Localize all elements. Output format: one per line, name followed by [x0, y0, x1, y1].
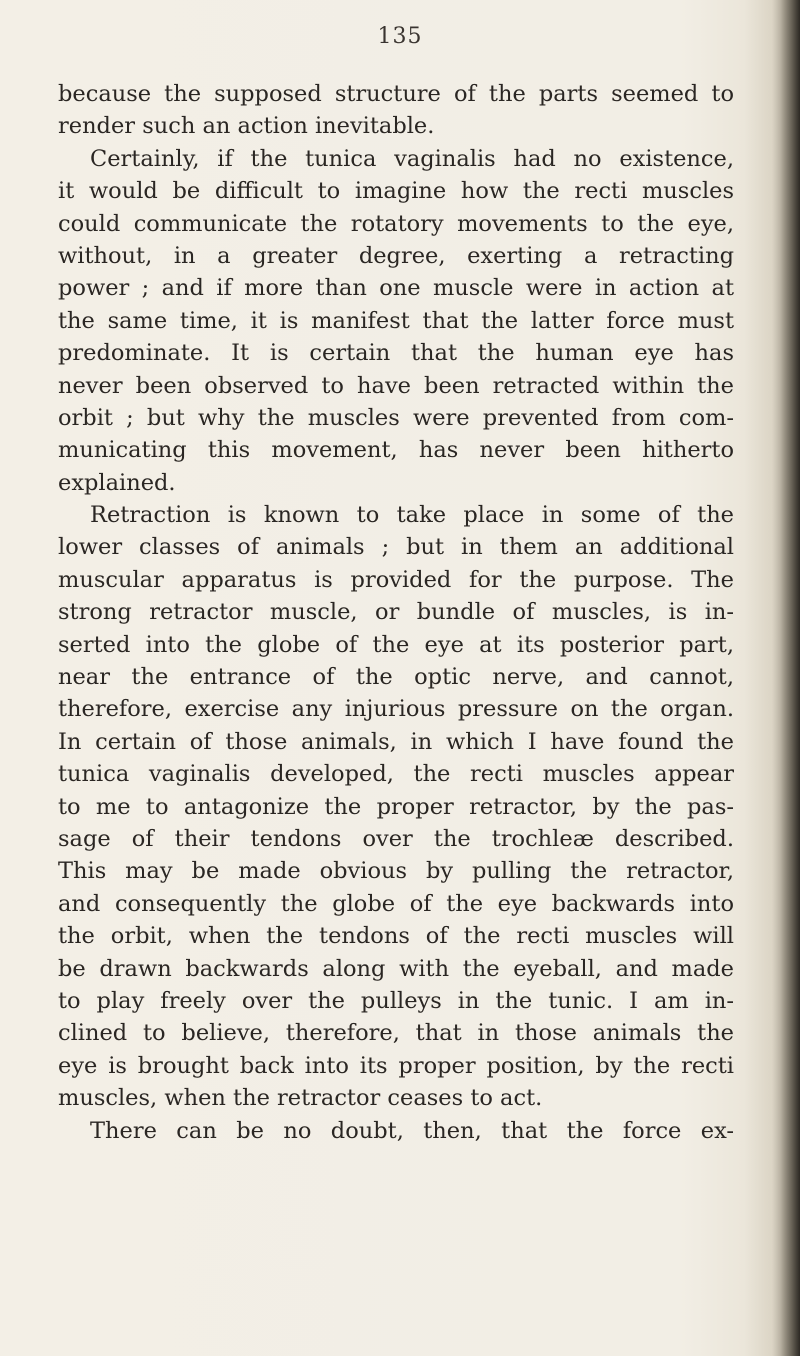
text-line: predominate. It is certain that the human eye has [58, 340, 734, 367]
text-line: orbit ; but why the muscles were prevented from com- [58, 404, 734, 431]
text-line: never been observed to have been retracted within the [58, 372, 734, 399]
text-line: eye is brought back into its proper position, by the recti [58, 1052, 734, 1079]
text-line: serted into the globe of the eye at its posterior part, [58, 631, 734, 658]
text-line: the same time, it is manifest that the latter force must [58, 307, 734, 334]
text-line: it would be difficult to imagine how the recti muscles [58, 178, 734, 205]
text-line: There can be no doubt, then, that the force ex- [90, 1117, 734, 1144]
page-binding-shadow [772, 0, 800, 1356]
text-line: municating this movement, has never been hitherto [58, 437, 734, 464]
text-line: to play freely over the pulleys in the tunic. I am in- [58, 987, 734, 1014]
text-line: explained. [58, 469, 176, 496]
text-line: This may be made obvious by pulling the retractor, [58, 858, 734, 885]
text-line: muscles, when the retractor ceases to act. [58, 1085, 543, 1112]
text-line: could communicate the rotatory movements to the eye, [58, 210, 734, 237]
text-line: without, in a greater degree, exerting a retracting [58, 242, 734, 269]
text-line: In certain of those animals, in which I have found the [58, 728, 734, 755]
text-line: because the supposed structure of the parts seemed to [58, 81, 734, 107]
text-line: strong retractor muscle, or bundle of muscles, is in- [58, 599, 734, 626]
text-line: clined to believe, therefore, that in those animals the [58, 1020, 734, 1047]
text-line: sage of their tendons over the trochleæ described. [58, 825, 734, 852]
text-line: be drawn backwards along with the eyeball, and made [58, 955, 734, 982]
text-line: Certainly, if the tunica vaginalis had no existence, [90, 145, 734, 172]
text-line: the orbit, when the tendons of the recti muscles will [58, 923, 734, 950]
text-line: therefore, exercise any injurious pressure on the organ. [58, 696, 734, 723]
text-line: lower classes of animals ; but in them an additional [58, 534, 734, 561]
text-line: render such an action inevitable. [58, 113, 435, 140]
body-text [58, 78, 734, 1147]
text-line: to me to antagonize the proper retractor, by the pas- [58, 793, 734, 820]
text-line: tunica vaginalis developed, the recti muscles appear [58, 761, 734, 788]
text-line: muscular apparatus is provided for the purpose. The [58, 566, 734, 593]
text-line: Retraction is known to take place in some of the [90, 502, 734, 529]
text-line: power ; and if more than one muscle were in action at [58, 275, 734, 302]
page-number: 135 [377, 24, 423, 49]
text-line: near the entrance of the optic nerve, and cannot, [58, 664, 734, 691]
text-line: and consequently the globe of the eye backwards into [58, 890, 734, 917]
